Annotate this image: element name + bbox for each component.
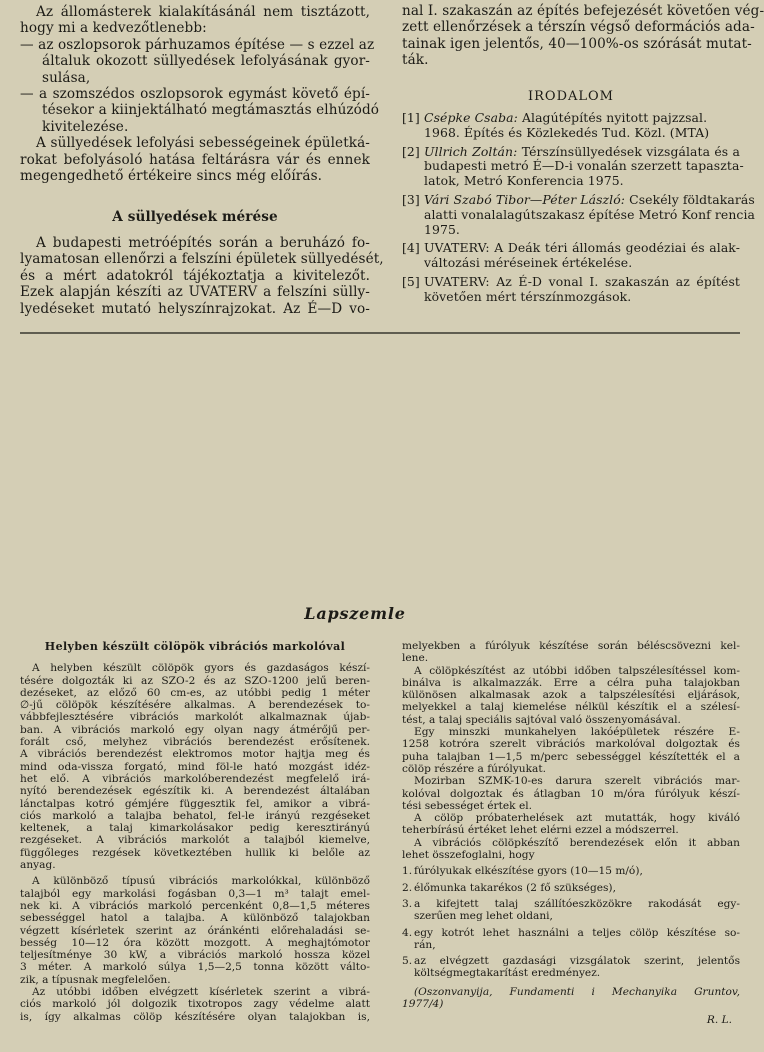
list-text: az elvégzett gazdasági vizsgálatok szerint, jelentős bbox=[414, 955, 740, 968]
text-line: zett ellenőrzések a térszín végső deformációs ada- bbox=[402, 19, 755, 36]
text-line bbox=[402, 275, 740, 290]
text-line: A vibrációs berendezést elektromos motor hajtja meg és bbox=[20, 748, 370, 761]
text-line: keltenek, a talaj kimarkolásakor pedig keresztirányú bbox=[20, 822, 370, 835]
section-divider bbox=[20, 332, 740, 334]
text-line: teherbírású értéket lehet elérni ezzel a módszerrel. bbox=[402, 824, 679, 837]
list-item bbox=[402, 955, 740, 980]
text-line: megengedhető értékeire sincs még előírás. bbox=[20, 168, 323, 185]
text-line: rán, bbox=[414, 938, 436, 951]
text-line: és a mért adatokról tájékoztatja a kivitelezőt. bbox=[20, 267, 370, 284]
text-line: szerűen meg lehet oldani, bbox=[414, 910, 553, 923]
text-line: melyekkel a talaj kiemelése nélkül készítik el a szélesí- bbox=[402, 701, 740, 714]
text-line: 1977/4) bbox=[402, 998, 444, 1011]
references-list bbox=[402, 110, 756, 305]
reference-text: Csekély földtakarás bbox=[629, 192, 755, 208]
text-line bbox=[402, 955, 740, 967]
list-item bbox=[402, 865, 740, 877]
text-line: tainak igen jelentős, 40—100%-os szórását mutat- bbox=[402, 35, 752, 52]
paragraph bbox=[402, 812, 740, 837]
review-section-title: Lapszemle bbox=[304, 604, 406, 623]
paragraph bbox=[20, 234, 384, 317]
text-line: nyító berendezések egészítik ki. A berendezést általában bbox=[20, 785, 370, 798]
text-line: végzett kísérletek szerint az óránkénti előrehaladási se- bbox=[20, 924, 370, 937]
text-line: teljesítménye 30 kW, a vibrációs markoló hossza közel bbox=[20, 949, 370, 962]
list-number: 1. bbox=[402, 865, 413, 878]
paragraph bbox=[402, 726, 740, 775]
reference-text: UVATERV: Az É-D vonal I. szakaszán az építést bbox=[424, 274, 740, 289]
text-line: — a szomszédos oszlopsorok egymást követő épí- bbox=[20, 86, 370, 103]
text-line: vábbfejlesztésére vibrációs markolót alkalmaznak újab- bbox=[20, 711, 370, 724]
text-line: Az állomásterek kialakításánál nem tisztázott, bbox=[36, 4, 370, 20]
paragraph bbox=[402, 775, 740, 812]
paragraph bbox=[402, 640, 740, 665]
text-line: puha talajban 1—1,5 m/perc sebességgel készítették el a bbox=[402, 750, 740, 763]
text-line: budapesti metró É—D-i vonalán szerzett tapaszta- bbox=[424, 158, 744, 174]
text-line: latok, Metró Konferencia 1975. bbox=[424, 173, 624, 189]
paragraph bbox=[402, 665, 740, 726]
text-line: követően mért térszínmozgások. bbox=[424, 288, 632, 304]
text-line: Ezek alapján készíti az UVATERV a felszíni sülly- bbox=[20, 284, 370, 301]
reference-text: UVATERV: A Deák téri állomás geodéziai és alak- bbox=[424, 240, 740, 256]
text-line bbox=[402, 882, 740, 894]
text-line: alatti vonalalagútszakasz építése Metró Konf rencia bbox=[424, 206, 756, 222]
text-line: ciós markoló a talajba behatol, fel-le irányú rezgéseket bbox=[20, 809, 370, 822]
text-line: talajból egy markolási fogásban 0,3—1 m³ talajt emel- bbox=[20, 887, 370, 900]
text-line: tést, a talaj speciális sajtóval való összenyomásával. bbox=[402, 713, 681, 726]
text-line: lyamatosan ellenőrzi a felszíni épületek süllyedését, bbox=[20, 251, 384, 268]
text-line: is, így alkalmas cölöp készítésére olyan talajokban is, bbox=[20, 1010, 370, 1023]
text-line: zik, a típusnak megfelelően. bbox=[20, 973, 171, 986]
text-line: kivitelezése. bbox=[42, 118, 129, 135]
bullet-item bbox=[20, 86, 380, 135]
text-line: melyekben a fúrólyuk készítése során béléscsövezni kel- bbox=[402, 640, 740, 652]
reference-text: Alagútépítés nyitott pajzzsal. bbox=[521, 110, 708, 126]
paragraph bbox=[20, 135, 370, 184]
paragraph bbox=[20, 662, 370, 871]
text-line: nek ki. A vibrációs markoló percenként 0,8—1,5 méteres bbox=[20, 899, 370, 912]
list-item bbox=[402, 882, 740, 894]
text-line: het elő. A vibrációs markolóberendezést megfelelő irá- bbox=[20, 772, 370, 785]
article-heading: Helyben készült cölöpök vibrációs markolóval bbox=[44, 640, 346, 653]
reference-item bbox=[402, 192, 756, 237]
text-line: ∅-jű cölöpök készítésére alkalmas. A berendezések to- bbox=[20, 699, 370, 712]
list-item bbox=[402, 898, 740, 923]
text-line: tésére dolgozták ki az SZO-2 és az SZO-1200 jelű beren- bbox=[20, 674, 370, 687]
text-line: nal I. szakaszán az építés befejezését követően vég- bbox=[402, 3, 764, 19]
review-left-column bbox=[20, 641, 370, 1023]
reference-author: Csépke Csaba: bbox=[424, 110, 518, 126]
text-line: Mozirban SZMK-10-es darura szerelt vibrációs mar- bbox=[414, 775, 740, 788]
text-line: függőleges rezgések következtében hullik ki belőle az bbox=[20, 846, 370, 859]
text-line bbox=[402, 145, 740, 160]
text-line: lene. bbox=[402, 652, 429, 665]
text-line: 1975. bbox=[424, 221, 460, 237]
author-signature: R. L. bbox=[706, 1014, 732, 1027]
text-line: binálva is alkalmazzák. Erre a célra puha talajokban bbox=[402, 676, 740, 689]
reference-item bbox=[402, 143, 744, 189]
text-line: tési sebességet értek el. bbox=[402, 799, 532, 812]
text-line: ciós markoló jól dolgozik tixotropos zagy védelme alatt bbox=[20, 998, 370, 1011]
review-right-column bbox=[402, 640, 740, 1027]
bullet-item bbox=[20, 36, 375, 86]
text-line: Egy minszki munkahelyen lakóépületek részére E- bbox=[414, 726, 740, 739]
advantages-list bbox=[402, 865, 740, 979]
text-line: 3 méter. A markoló súlya 1,5—2,5 tonna között válto- bbox=[20, 961, 370, 974]
text-line: besség 10—12 óra között mozgott. A meghajtómotor bbox=[20, 936, 370, 949]
text-line bbox=[402, 241, 740, 256]
text-line: A süllyedések lefolyási sebességeinek épületká- bbox=[36, 135, 370, 152]
text-line: 1968. Építés és Közlekedés Tud. Közl. (MTA) bbox=[424, 124, 710, 140]
reference-author: Vári Szabó Tibor—Péter László: bbox=[424, 192, 626, 208]
reference-item bbox=[402, 241, 740, 271]
paragraph bbox=[402, 837, 740, 862]
text-line: A cölöp próbaterhelések azt mutatták, hogy kiváló bbox=[414, 812, 740, 825]
text-line: Az utóbbi időben elvégzett kísérletek szerint a vibrá- bbox=[32, 986, 370, 999]
text-line: ták. bbox=[402, 52, 429, 69]
text-line: ban. A vibrációs markoló egy olyan nagy átmérőjű per- bbox=[20, 723, 370, 736]
reference-number: [3] bbox=[402, 192, 420, 208]
reference-number: [5] bbox=[402, 274, 420, 289]
text-line: mind oda-vissza forgató, mind föl-le ható mozgást idéz- bbox=[20, 760, 370, 773]
list-number: 4. bbox=[402, 926, 413, 939]
text-line: rokat befolyásoló hatása feltárásra vár és ennek bbox=[20, 151, 370, 168]
reference-author: Ullrich Zoltán: bbox=[424, 143, 518, 159]
list-number: 5. bbox=[402, 955, 413, 968]
text-line bbox=[402, 898, 740, 910]
text-line: tésekor a kiinjektálható megtámasztás elhúzódó bbox=[42, 102, 380, 119]
text-line: különösen alkalmasak azok a talpszélesítési eljárások, bbox=[402, 689, 740, 702]
source-citation bbox=[402, 986, 740, 1011]
text-line: változási méréseinek értékelése. bbox=[424, 255, 633, 271]
text-line: — az oszlopsorok párhuzamos építése — s ezzel az bbox=[20, 36, 375, 53]
text-line bbox=[402, 865, 740, 877]
list-number: 2. bbox=[402, 881, 413, 894]
list-text: a kifejtett talaj szállítóeszközökre rakodását egy- bbox=[414, 897, 740, 910]
text-line: költségmegtakarítást eredményez. bbox=[414, 967, 601, 980]
text-line: lyedéseket mutató helyszínrajzokat. Az É—D vo- bbox=[20, 300, 370, 317]
text-line: anyag. bbox=[20, 859, 56, 872]
text-line: lánctalpas kotró gémjére függesztik fel, amikor a vibrá- bbox=[20, 797, 370, 810]
list-text: fúrólyukak elkészítése gyors (10—15 m/ó), bbox=[414, 865, 643, 878]
text-line: lehet összefoglalni, hogy bbox=[402, 849, 535, 862]
text-line: sulása, bbox=[42, 69, 91, 86]
list-item bbox=[402, 927, 740, 952]
text-line: rezgéseket. A vibrációs markolót a talajból kiemelve, bbox=[20, 834, 370, 847]
text-line: A különböző típusú vibrációs markolókkal, különböző bbox=[32, 875, 370, 888]
text-line: (Oszonvanyija, Fundamenti i Mechanyika Gruntov, bbox=[414, 985, 740, 998]
reference-item bbox=[402, 275, 740, 305]
text-line: dezéseket, az előző 60 cm-es, az utóbbi pedig 1 méter bbox=[20, 686, 370, 699]
top-right-column bbox=[402, 3, 764, 305]
text-line: 1258 kotróra szerelt vibrációs markolóval dolgoztak és bbox=[402, 738, 740, 751]
text-line bbox=[402, 927, 740, 939]
reference-text: Térszínsüllyedések vizsgálata és a bbox=[521, 143, 740, 159]
list-text: élőmunka takarékos (2 fő szükséges), bbox=[414, 881, 616, 894]
text-line bbox=[402, 192, 755, 208]
top-left-column bbox=[20, 4, 384, 317]
reference-number: [4] bbox=[402, 240, 420, 256]
paragraph bbox=[20, 986, 370, 1023]
reference-number: [1] bbox=[402, 110, 420, 126]
reference-item bbox=[402, 111, 740, 141]
paragraph bbox=[20, 875, 370, 986]
text-line: hogy mi a kedvezőtlenebb: bbox=[20, 20, 207, 37]
text-line: A cölöpkészítést az utóbbi időben talpszélesítéssel kom- bbox=[414, 664, 740, 677]
text-line: általuk okozott süllyedések lefolyásának gyor- bbox=[42, 53, 370, 70]
reference-number: [2] bbox=[402, 143, 420, 159]
text-line: forált cső, melyhez vibrációs berendezést erősítenek. bbox=[20, 736, 370, 749]
text-line: A helyben készült cölöpök gyors és gazdaságos készí- bbox=[32, 662, 370, 675]
text-line: A vibrációs cölöpkészítő berendezések előn it abban bbox=[414, 836, 740, 849]
text-line bbox=[402, 111, 740, 126]
text-line: cölöp részére a fúrólyukat. bbox=[402, 762, 546, 775]
references-heading: IRODALOM bbox=[528, 88, 614, 104]
section-heading: A süllyedések mérése bbox=[112, 209, 278, 226]
list-number: 3. bbox=[402, 897, 413, 910]
text-line: sebességgel hatol a talajba. A különböző talajokban bbox=[20, 912, 370, 925]
text-line: kolóval dolgoztak és átlagban 10 m/óra fúrólyuk készí- bbox=[402, 787, 740, 800]
list-text: egy kotrót lehet használni a teljes cölöp készítése so- bbox=[414, 926, 740, 939]
text-line: A budapesti metróépítés során a beruházó fo- bbox=[36, 234, 370, 251]
